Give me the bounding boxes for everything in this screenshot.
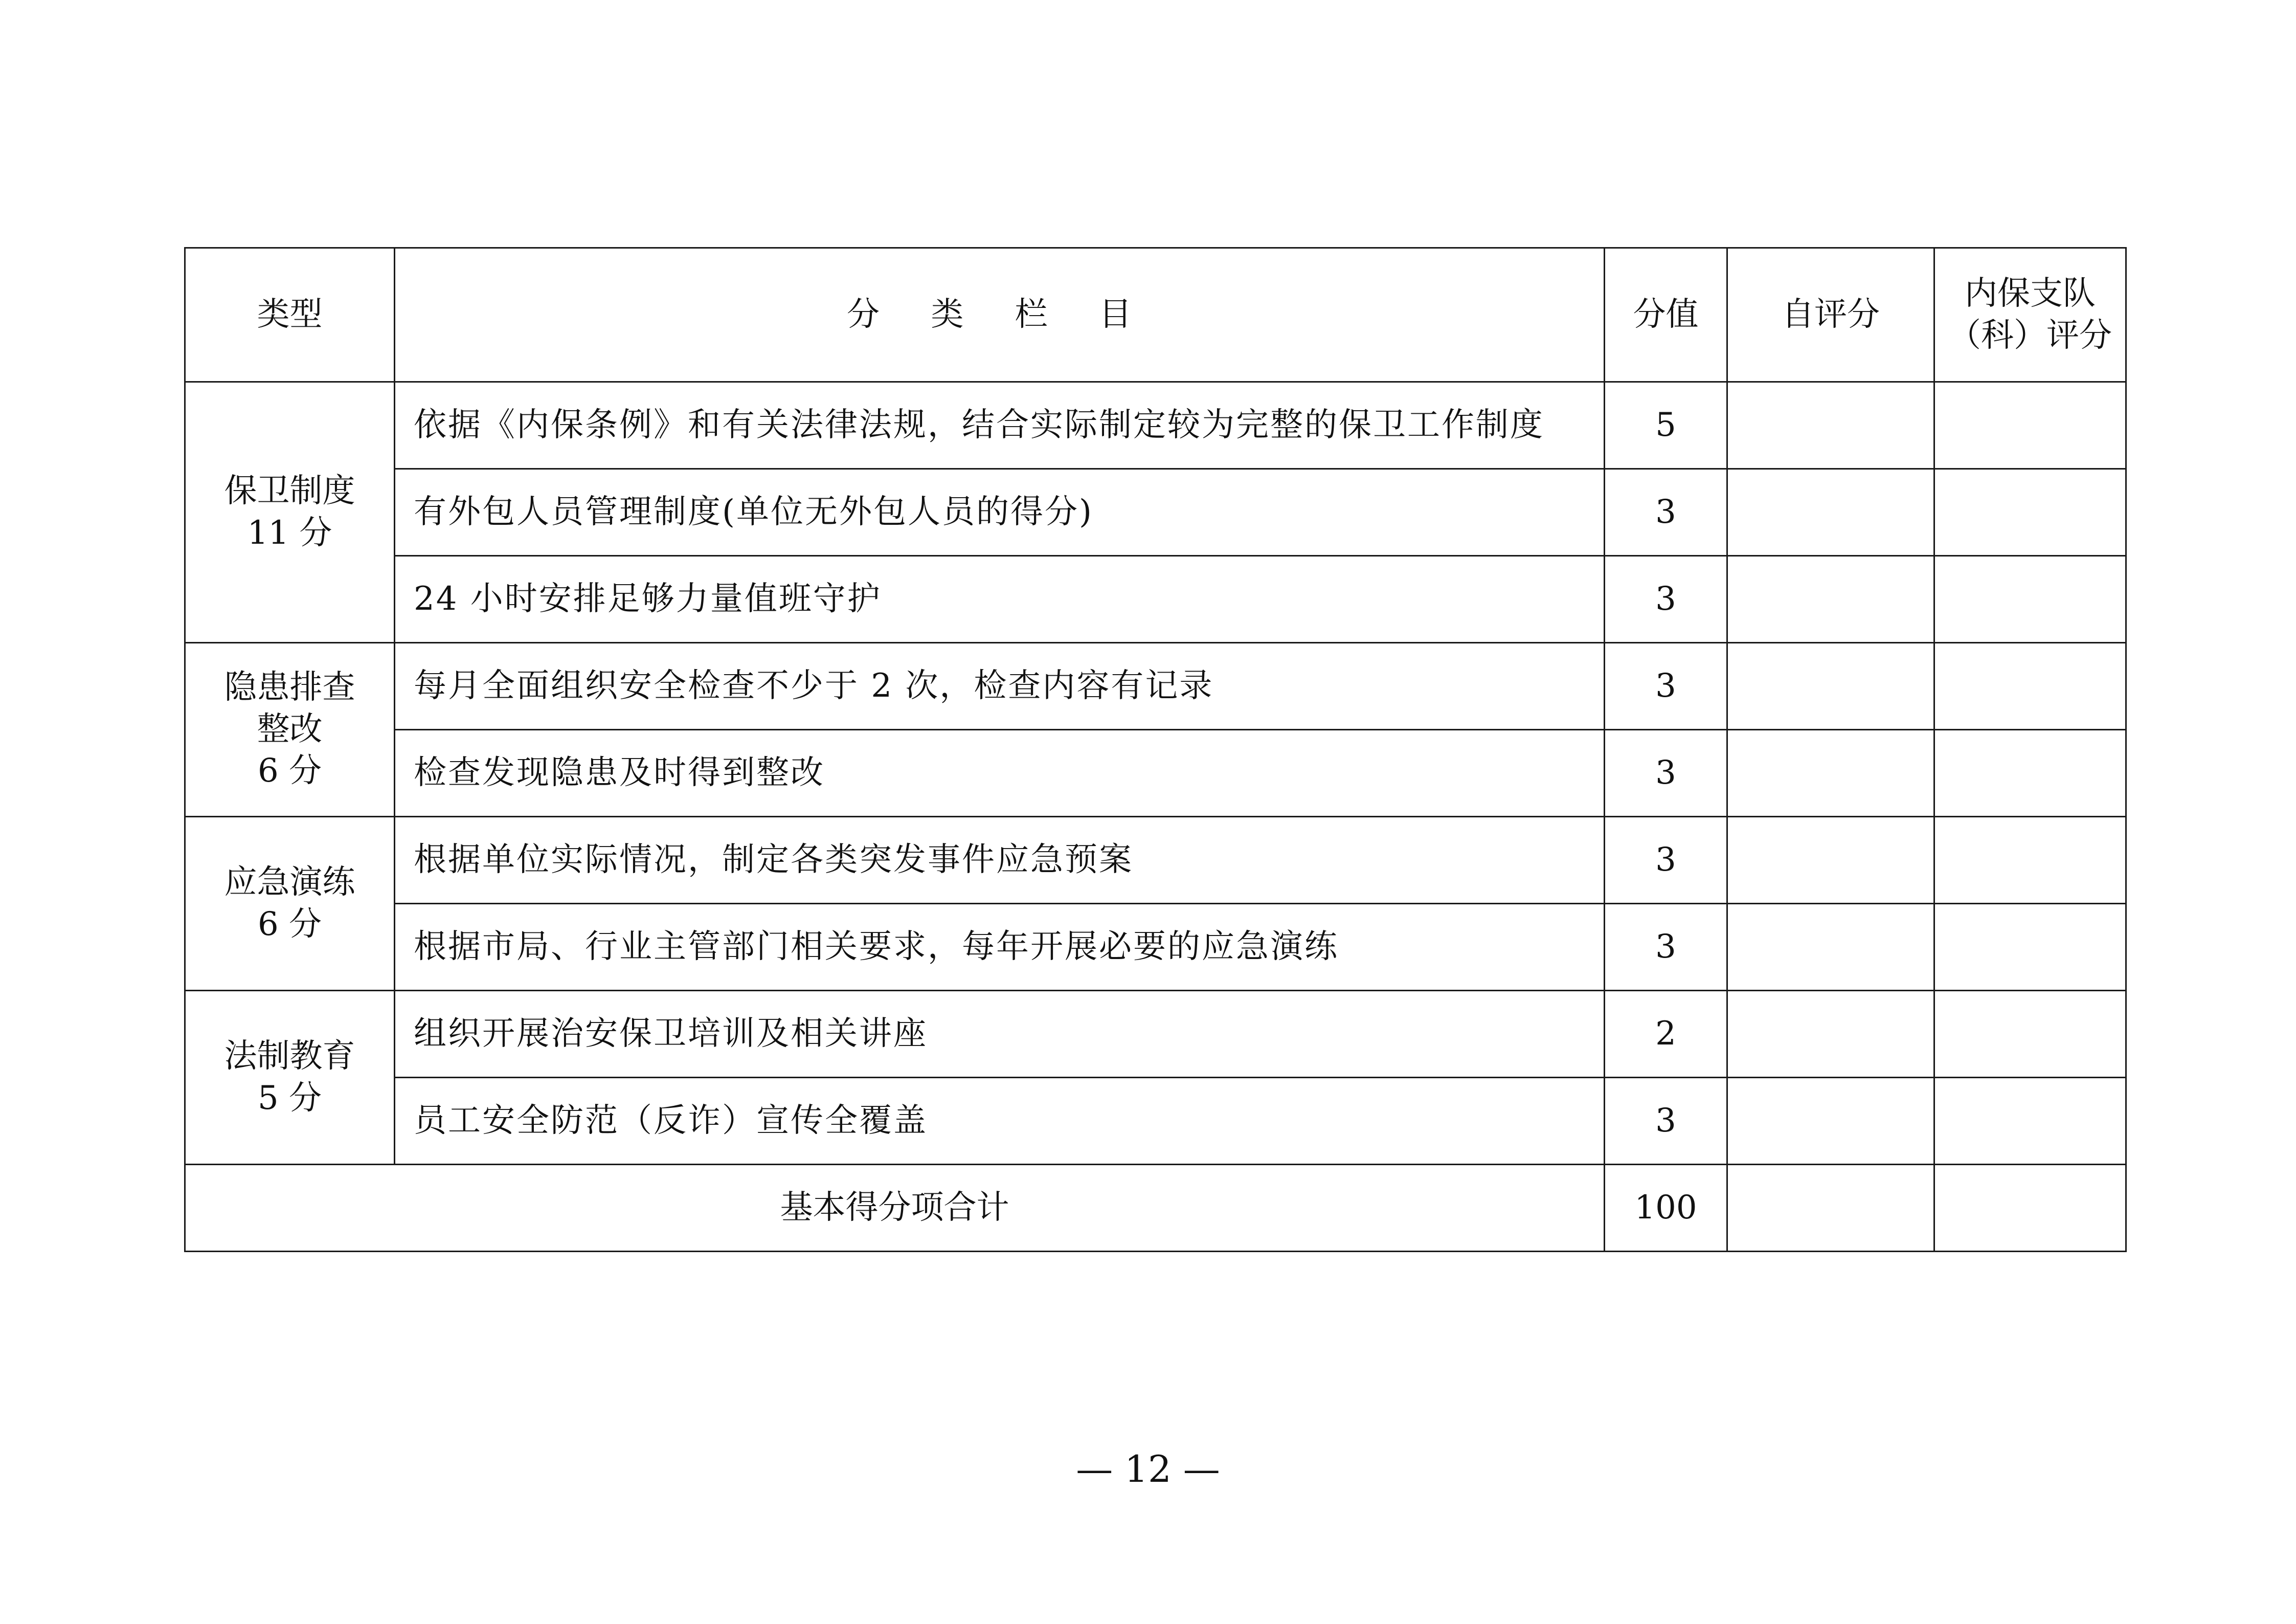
category-label-cont: 整改 bbox=[257, 710, 323, 748]
table-row bbox=[185, 817, 2126, 904]
self-score-cell[interactable] bbox=[1727, 643, 1934, 730]
item-text: 检查发现隐患及时得到整改 bbox=[395, 730, 1605, 817]
header-self-score: 自评分 bbox=[1727, 248, 1934, 382]
item-text: 依据《内保条例》和有关法律法规，结合实际制定较为完整的保卫工作制度 bbox=[395, 382, 1605, 469]
table-row bbox=[185, 991, 2126, 1078]
item-value: 3 bbox=[1605, 469, 1727, 556]
team-score-cell[interactable] bbox=[1934, 1078, 2126, 1165]
self-score-cell[interactable] bbox=[1727, 556, 1934, 643]
page-number: — 12 — bbox=[1076, 1448, 1220, 1490]
total-team-score-cell[interactable] bbox=[1934, 1165, 2126, 1252]
item-text: 根据单位实际情况，制定各类突发事件应急预案 bbox=[395, 817, 1605, 904]
header-row bbox=[185, 248, 2126, 382]
category-label: 隐患排查 bbox=[224, 668, 355, 706]
score-table bbox=[184, 247, 2127, 1252]
team-score-cell[interactable] bbox=[1934, 730, 2126, 817]
item-text: 24 小时安排足够力量值班守护 bbox=[395, 556, 1605, 643]
category-label: 应急演练 bbox=[224, 863, 355, 901]
header-item: 分 类 栏 目 bbox=[395, 248, 1605, 382]
category-label: 保卫制度 bbox=[224, 472, 355, 510]
item-value: 5 bbox=[1605, 382, 1727, 469]
total-value: 100 bbox=[1605, 1165, 1727, 1252]
category-cell bbox=[185, 817, 395, 991]
total-row bbox=[185, 1165, 2126, 1252]
table-row bbox=[185, 382, 2126, 469]
self-score-cell[interactable] bbox=[1727, 817, 1934, 904]
self-score-cell[interactable] bbox=[1727, 730, 1934, 817]
category-points: 6 分 bbox=[257, 752, 322, 790]
table-row bbox=[185, 556, 2126, 643]
total-self-score-cell[interactable] bbox=[1727, 1165, 1934, 1252]
item-value: 3 bbox=[1605, 643, 1727, 730]
team-score-cell[interactable] bbox=[1934, 643, 2126, 730]
category-cell bbox=[185, 991, 395, 1165]
item-value: 2 bbox=[1605, 991, 1727, 1078]
item-text: 根据市局、行业主管部门相关要求，每年开展必要的应急演练 bbox=[395, 904, 1605, 991]
category-points: 11 分 bbox=[247, 514, 332, 552]
team-score-cell[interactable] bbox=[1934, 382, 2126, 469]
category-points: 5 分 bbox=[257, 1079, 322, 1117]
item-value: 3 bbox=[1605, 817, 1727, 904]
self-score-cell[interactable] bbox=[1727, 469, 1934, 556]
team-score-cell[interactable] bbox=[1934, 469, 2126, 556]
item-value: 3 bbox=[1605, 1078, 1727, 1165]
item-text: 有外包人员管理制度(单位无外包人员的得分) bbox=[395, 469, 1605, 556]
header-team-score-line1: 内保支队 bbox=[1965, 274, 2096, 313]
table-row bbox=[185, 469, 2126, 556]
team-score-cell[interactable] bbox=[1934, 991, 2126, 1078]
header-team-score bbox=[1934, 248, 2126, 382]
item-value: 3 bbox=[1605, 556, 1727, 643]
header-type: 类型 bbox=[185, 248, 395, 382]
table-row bbox=[185, 904, 2126, 991]
self-score-cell[interactable] bbox=[1727, 382, 1934, 469]
item-value: 3 bbox=[1605, 730, 1727, 817]
category-cell bbox=[185, 643, 395, 817]
item-value: 3 bbox=[1605, 904, 1727, 991]
table-row bbox=[185, 730, 2126, 817]
item-text: 每月全面组织安全检查不少于 2 次，检查内容有记录 bbox=[395, 643, 1605, 730]
self-score-cell[interactable] bbox=[1727, 991, 1934, 1078]
header-value: 分值 bbox=[1605, 248, 1727, 382]
self-score-cell[interactable] bbox=[1727, 904, 1934, 991]
category-points: 6 分 bbox=[257, 905, 322, 943]
item-text: 组织开展治安保卫培训及相关讲座 bbox=[395, 991, 1605, 1078]
total-label: 基本得分项合计 bbox=[185, 1165, 1605, 1252]
header-team-score-line2: （科）评分 bbox=[1948, 316, 2112, 354]
team-score-cell[interactable] bbox=[1934, 904, 2126, 991]
category-label: 法制教育 bbox=[224, 1037, 355, 1075]
table-row bbox=[185, 1078, 2126, 1165]
item-text: 员工安全防范（反诈）宣传全覆盖 bbox=[395, 1078, 1605, 1165]
self-score-cell[interactable] bbox=[1727, 1078, 1934, 1165]
team-score-cell[interactable] bbox=[1934, 817, 2126, 904]
category-cell bbox=[185, 382, 395, 643]
table-row bbox=[185, 643, 2126, 730]
team-score-cell[interactable] bbox=[1934, 556, 2126, 643]
